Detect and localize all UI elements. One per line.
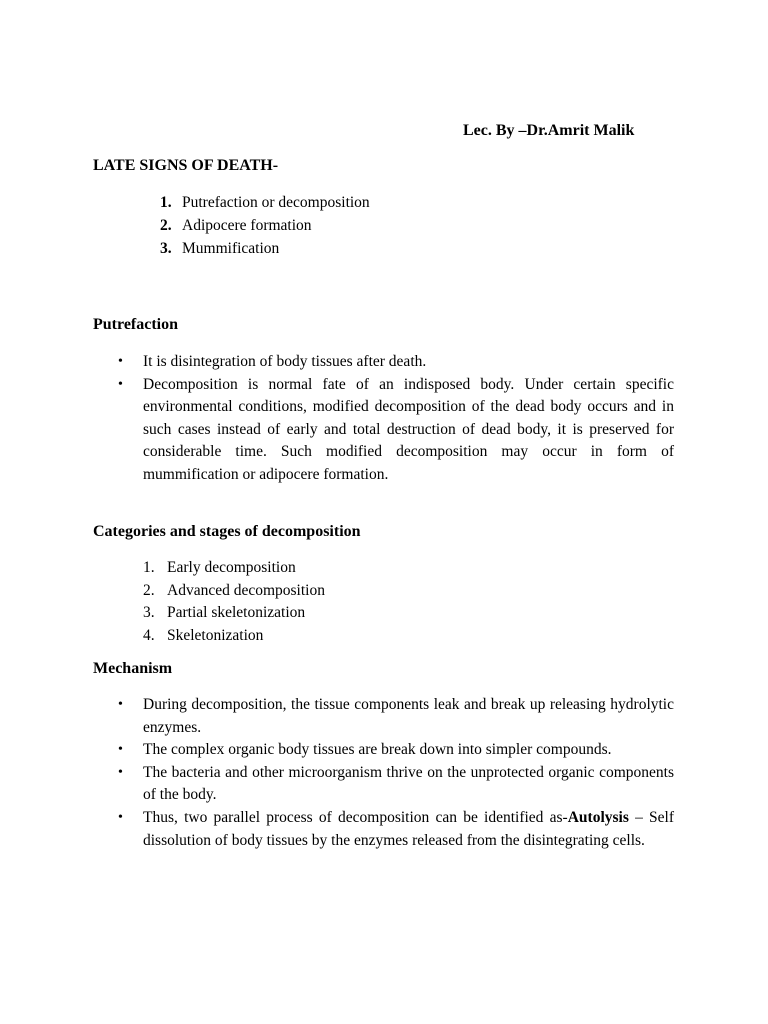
list-item: [143, 625, 325, 648]
list-item: [160, 191, 370, 214]
item-text: Early decomposition: [167, 559, 296, 576]
bullet-icon: •: [118, 697, 123, 712]
list-item: [143, 602, 325, 625]
bullet-icon: •: [118, 742, 123, 758]
list-item: [143, 557, 325, 580]
bullet-icon: •: [118, 764, 123, 780]
item-text: Partial skeletonization: [167, 604, 306, 622]
putrefaction-bullet-list: [118, 351, 674, 487]
bullet-text: During decomposition, the tissue components leak and break up releasing hydrolytic enzymes.: [143, 696, 674, 736]
item-text: Mummification: [182, 240, 280, 257]
section-title-putrefaction: Putrefaction: [93, 316, 179, 333]
item-number: 4.: [143, 627, 155, 645]
item-number: 1.: [143, 559, 155, 576]
autolysis-definition: – Self dissolution of body tissues by the enzymes released from the disintegrating cells.: [143, 808, 675, 849]
item-text: Putrefaction or decomposition: [182, 194, 370, 211]
bullet-text: Thus, two parallel process of decomposition can be identified as-: [143, 808, 568, 826]
section-title-late-signs: LATE SIGNS OF DEATH-: [93, 157, 279, 174]
bullet-icon: •: [118, 809, 123, 825]
bullet-text: It is disintegration of body tissues after death.: [143, 353, 427, 370]
lecturer-credit: Lec. By –Dr.Amrit Malik: [463, 122, 635, 139]
section-title-categories: Categories and stages of decomposition: [93, 523, 361, 540]
categories-list: [143, 557, 325, 648]
bullet-text: The complex organic body tissues are break down into simpler compounds.: [143, 741, 612, 759]
item-number: 2.: [143, 581, 155, 599]
item-text: Advanced decomposition: [167, 581, 325, 599]
bullet-item: [118, 807, 675, 852]
list-item: [160, 237, 370, 260]
item-number: 3.: [160, 240, 172, 257]
bullet-icon: •: [118, 354, 123, 369]
item-text: Adipocere formation: [182, 217, 312, 234]
bullet-text: Decomposition is normal fate of an indisposed body. Under certain specific environmental conditions, modified decomposition of the dead body occurs and in such cases instead of early and total destruction of dead body, it is preserved for considerable time. Such modified decomposition may occur in form of mummification or adipocere formation.: [143, 375, 674, 483]
item-number: 2.: [160, 217, 172, 234]
item-number: 3.: [143, 604, 155, 622]
bullet-item: [118, 351, 674, 374]
list-item: [160, 214, 370, 237]
late-signs-list: [160, 191, 370, 260]
item-text: Skeletonization: [167, 627, 264, 645]
bullet-item: [118, 762, 674, 807]
mechanism-bullet-list: [118, 694, 675, 852]
list-item: [143, 580, 325, 603]
bullet-item: [118, 739, 674, 762]
item-number: 1.: [160, 194, 172, 211]
bullet-item: [118, 694, 674, 739]
section-title-mechanism: Mechanism: [93, 660, 173, 677]
autolysis-term: Autolysis: [567, 808, 629, 826]
bullet-text: The bacteria and other microorganism thrive on the unprotected organic components of the body.: [143, 763, 674, 804]
bullet-item: [118, 374, 674, 487]
bullet-icon: •: [118, 376, 123, 392]
